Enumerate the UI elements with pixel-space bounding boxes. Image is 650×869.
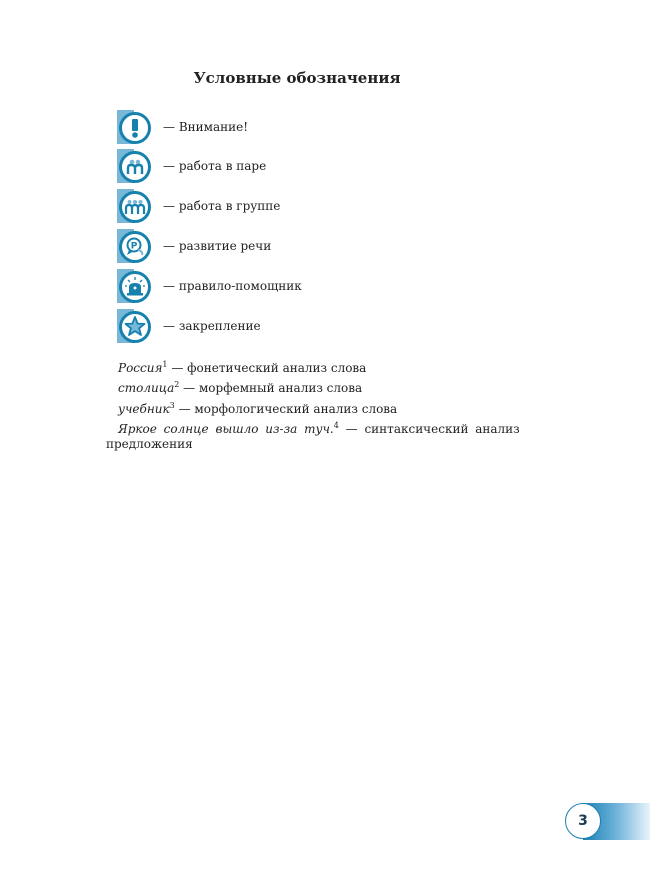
example-word: учебник: [118, 402, 170, 416]
analysis-number: 1: [162, 360, 168, 369]
analysis-number: 2: [174, 380, 180, 389]
analysis-phonetic: [118, 360, 366, 375]
legend-item-group: [117, 189, 280, 223]
analysis-morphemic: [118, 380, 362, 395]
legend-item-rule: [117, 269, 302, 303]
example-word: столица: [118, 381, 175, 395]
legend-label: — правило-помощник: [163, 279, 302, 293]
analysis-description: — морфемный анализ слова: [179, 381, 363, 395]
legend-item-speech: [117, 229, 271, 263]
legend-item-pair: [117, 149, 266, 183]
legend-item-reinforcement: [117, 309, 261, 343]
speech-development-icon: [117, 229, 151, 263]
analysis-description: — синтаксический анализ: [338, 422, 520, 436]
page-number: 3: [565, 803, 601, 839]
svg-text:P: P: [130, 241, 138, 252]
example-sentence: Яркое солнце вышло из-за туч.: [118, 422, 334, 436]
legend-label: — работа в паре: [163, 159, 267, 173]
analysis-syntactic-continuation: предложения: [106, 437, 193, 451]
analysis-number: 3: [169, 401, 175, 410]
star-icon: [117, 309, 151, 343]
legend-label: — работа в группе: [163, 199, 281, 213]
group-work-icon: [117, 189, 151, 223]
legend-item-attention: [117, 110, 248, 144]
page-title: Условные обозначения: [193, 69, 401, 87]
legend-label: — развитие речи: [163, 239, 272, 253]
example-word: Россия: [118, 361, 163, 375]
pair-work-icon: [117, 149, 151, 183]
rule-helper-icon: [117, 269, 151, 303]
analysis-morphological: [118, 401, 397, 416]
legend-label: — Внимание!: [163, 120, 249, 134]
analysis-number: 4: [333, 421, 339, 430]
exclamation-icon: [117, 110, 151, 144]
analysis-description: — морфологический анализ слова: [174, 402, 398, 416]
analysis-description: — фонетический анализ слова: [167, 361, 367, 375]
analysis-syntactic: [118, 421, 520, 436]
legend-label: — закрепление: [163, 319, 261, 333]
